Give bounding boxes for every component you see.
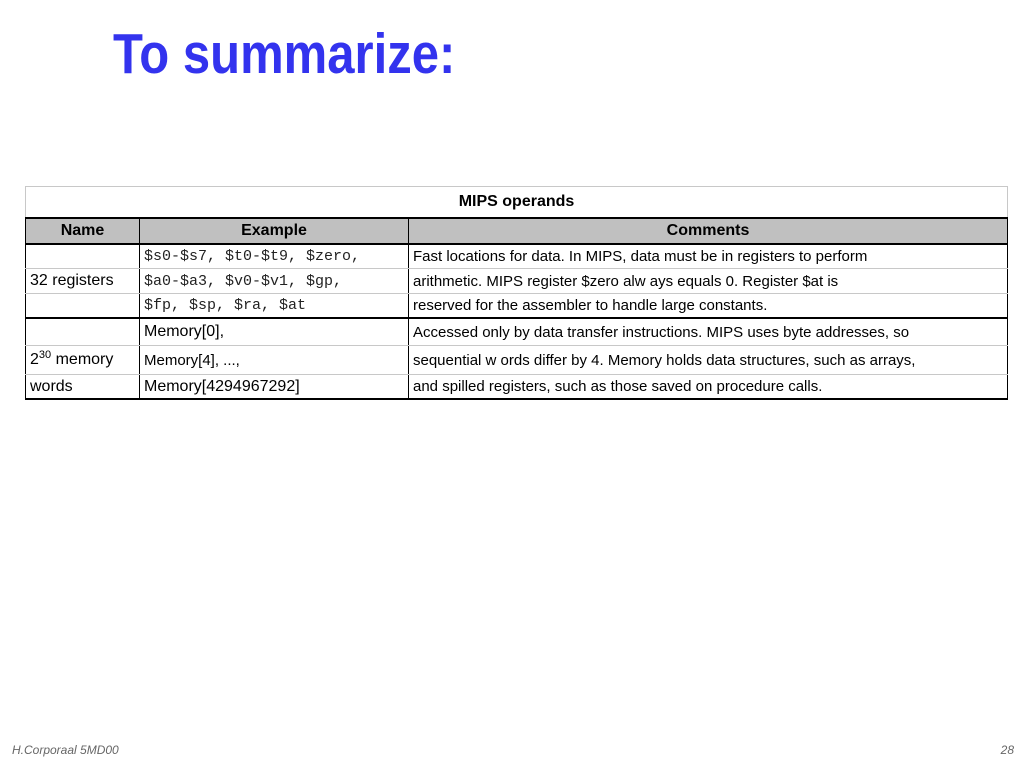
comment-cell: Fast locations for data. In MIPS, data must be in registers to perform <box>409 244 1008 269</box>
comment-cell: reserved for the assembler to handle large constants. <box>409 294 1008 319</box>
table-header-row <box>26 218 1008 244</box>
footer-author: H.Corporaal 5MD00 <box>12 743 119 757</box>
comment-cell: Accessed only by data transfer instructions. MIPS uses byte addresses, so <box>409 318 1008 346</box>
table-row <box>26 375 1008 400</box>
table-caption: MIPS operands <box>26 187 1008 219</box>
example-cell: $s0-$s7, $t0-$t9, $zero, <box>140 244 409 269</box>
name-cell-words: words <box>26 375 140 400</box>
table-row <box>26 346 1008 375</box>
header-comments: Comments <box>409 218 1008 244</box>
table-row <box>26 294 1008 319</box>
comment-cell: arithmetic. MIPS register $zero alw ays equals 0. Register $at is <box>409 269 1008 294</box>
example-cell: Memory[0], <box>140 318 409 346</box>
header-name: Name <box>26 218 140 244</box>
example-cell: Memory[4294967292] <box>140 375 409 400</box>
comment-cell: and spilled registers, such as those saved on procedure calls. <box>409 375 1008 400</box>
name-cell-empty <box>26 294 140 319</box>
example-cell: $a0-$a3, $v0-$v1, $gp, <box>140 269 409 294</box>
memory-base: 2 <box>30 351 39 368</box>
table-caption-row <box>26 187 1008 219</box>
header-example: Example <box>140 218 409 244</box>
name-cell-memory <box>26 346 140 375</box>
example-cell: Memory[4], ..., <box>140 346 409 375</box>
name-cell-registers: 32 registers <box>26 269 140 294</box>
table-row <box>26 244 1008 269</box>
comment-cell: sequential w ords differ by 4. Memory holds data structures, such as arrays, <box>409 346 1008 375</box>
name-cell-empty <box>26 244 140 269</box>
mips-operands-table <box>25 186 1008 400</box>
example-cell: $fp, $sp, $ra, $at <box>140 294 409 319</box>
table-row <box>26 269 1008 294</box>
name-cell-empty <box>26 318 140 346</box>
table-row <box>26 318 1008 346</box>
memory-label: memory <box>51 351 114 368</box>
memory-exponent: 30 <box>38 349 52 361</box>
slide-title: To summarize: <box>113 22 456 86</box>
page-number: 28 <box>1000 743 1014 757</box>
